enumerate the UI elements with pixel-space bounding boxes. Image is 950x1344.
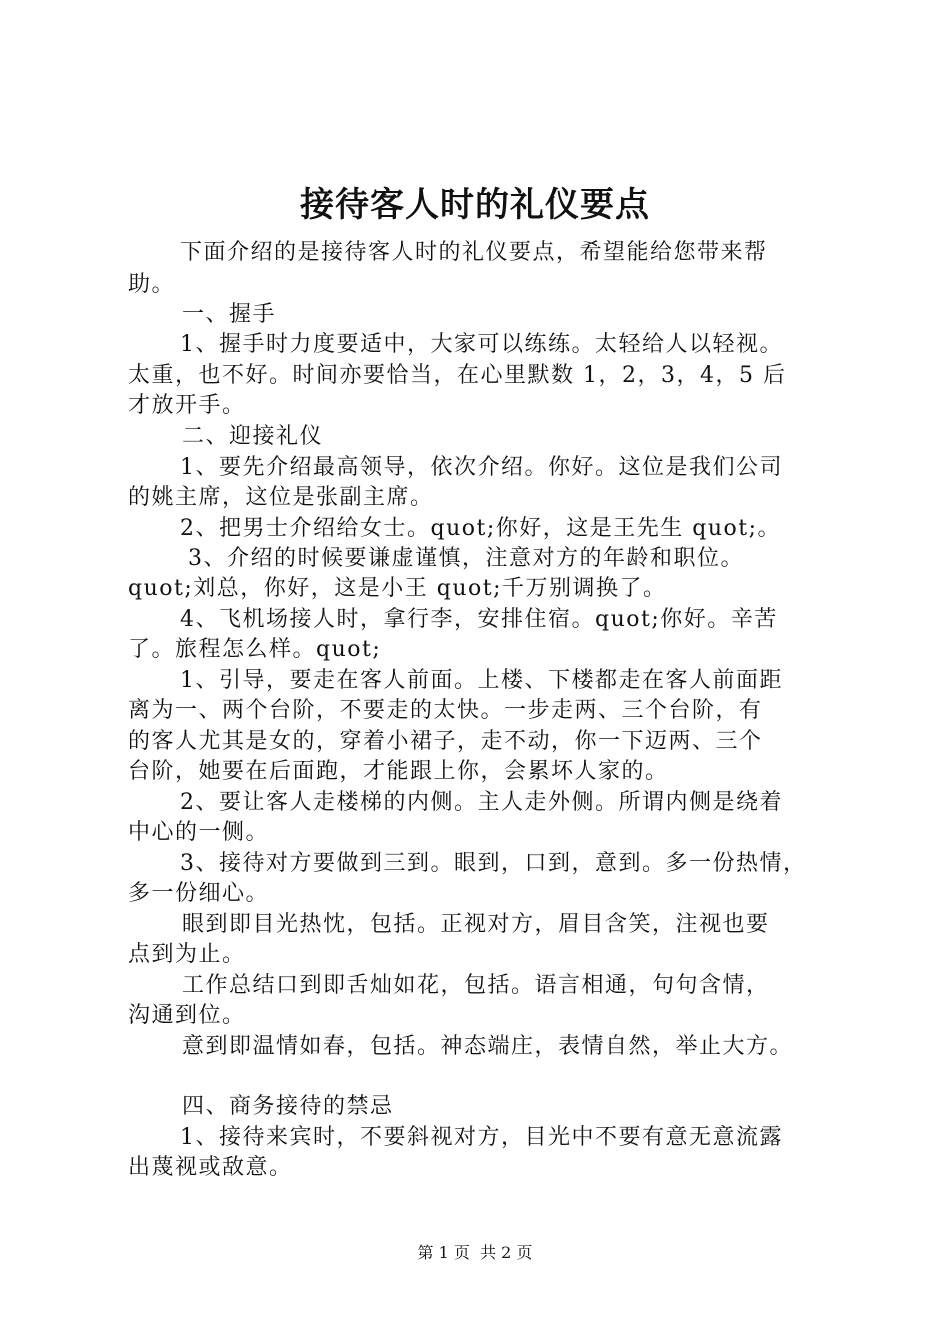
body-line: 的客人尤其是女的，穿着小裙子，走不动，你一下迈两、三个 [128,729,763,754]
body-line: 2、把男士介绍给女士。quot;你好，这是王先生 quot;。 [180,516,781,541]
body-line: 1、握手时力度要适中，大家可以练练。太轻给人以轻视。 [180,332,783,357]
body-line: 中心的一侧。 [128,820,270,845]
body-line: 1、引导，要走在客人前面。上楼、下楼都走在客人前面距 [180,668,783,693]
body-line: 眼到即目光热忱，包括。正视对方，眉目含笑，注视也要 [182,912,770,937]
section-heading: 一、握手 [182,302,277,327]
body-line: 意到即温情如春，包括。神态端庄，表情自然，举止大方。 [182,1034,794,1059]
body-line: 3、介绍的时候要谦虚谨慎，注意对方的年龄和职位。 [188,546,744,571]
page-footer: 第 1 页 共 2 页 [417,1243,533,1262]
body-line: 工作总结口到即舌灿如花，包括。语言相通，句句含情， [182,973,770,998]
body-line: 才放开手。 [128,393,246,418]
body-line: 下面介绍的是接待客人时的礼仪要点，希望能给您带来帮 [180,240,768,265]
body-line: 1、接待来宾时，不要斜视对方，目光中不要有意无意流露 [180,1125,783,1150]
body-line: 的姚主席，这位是张副主席。 [128,485,434,510]
body-line: 了。旅程怎么样。quot; [128,637,382,662]
document-title: 接待客人时的礼仪要点 [300,185,650,225]
body-line: 沟通到位。 [128,1003,246,1028]
section-heading: 四、商务接待的禁忌 [182,1094,394,1119]
body-line: 多一份细心。 [128,881,270,906]
body-line: 3、接待对方要做到三到。眼到，口到，意到。多一份热情， [180,851,807,876]
body-line: 2、要让客人走楼梯的内侧。主人走外侧。所谓内侧是绕着 [180,790,783,815]
body-line: 1、要先介绍最高领导，依次介绍。你好。这位是我们公司 [180,455,783,480]
body-line: quot;刘总，你好，这是小王 quot;千万别调换了。 [128,576,667,601]
body-line: 台阶，她要在后面跑，才能跟上你，会累坏人家的。 [128,759,669,784]
body-line: 点到为止。 [128,942,246,967]
body-line: 助。 [128,272,176,297]
body-line: 离为一、两个台阶，不要走的太快。一步走两、三个台阶，有 [128,698,763,723]
body-line: 出蔑视或敌意。 [128,1155,293,1180]
body-line: 4、飞机场接人时，拿行李，安排住宿。quot;你好。辛苦 [180,607,778,632]
section-heading: 二、迎接礼仪 [182,424,324,449]
body-line: 太重，也不好。时间亦要恰当，在心里默数 1，2，3，4，5 后 [128,363,787,388]
